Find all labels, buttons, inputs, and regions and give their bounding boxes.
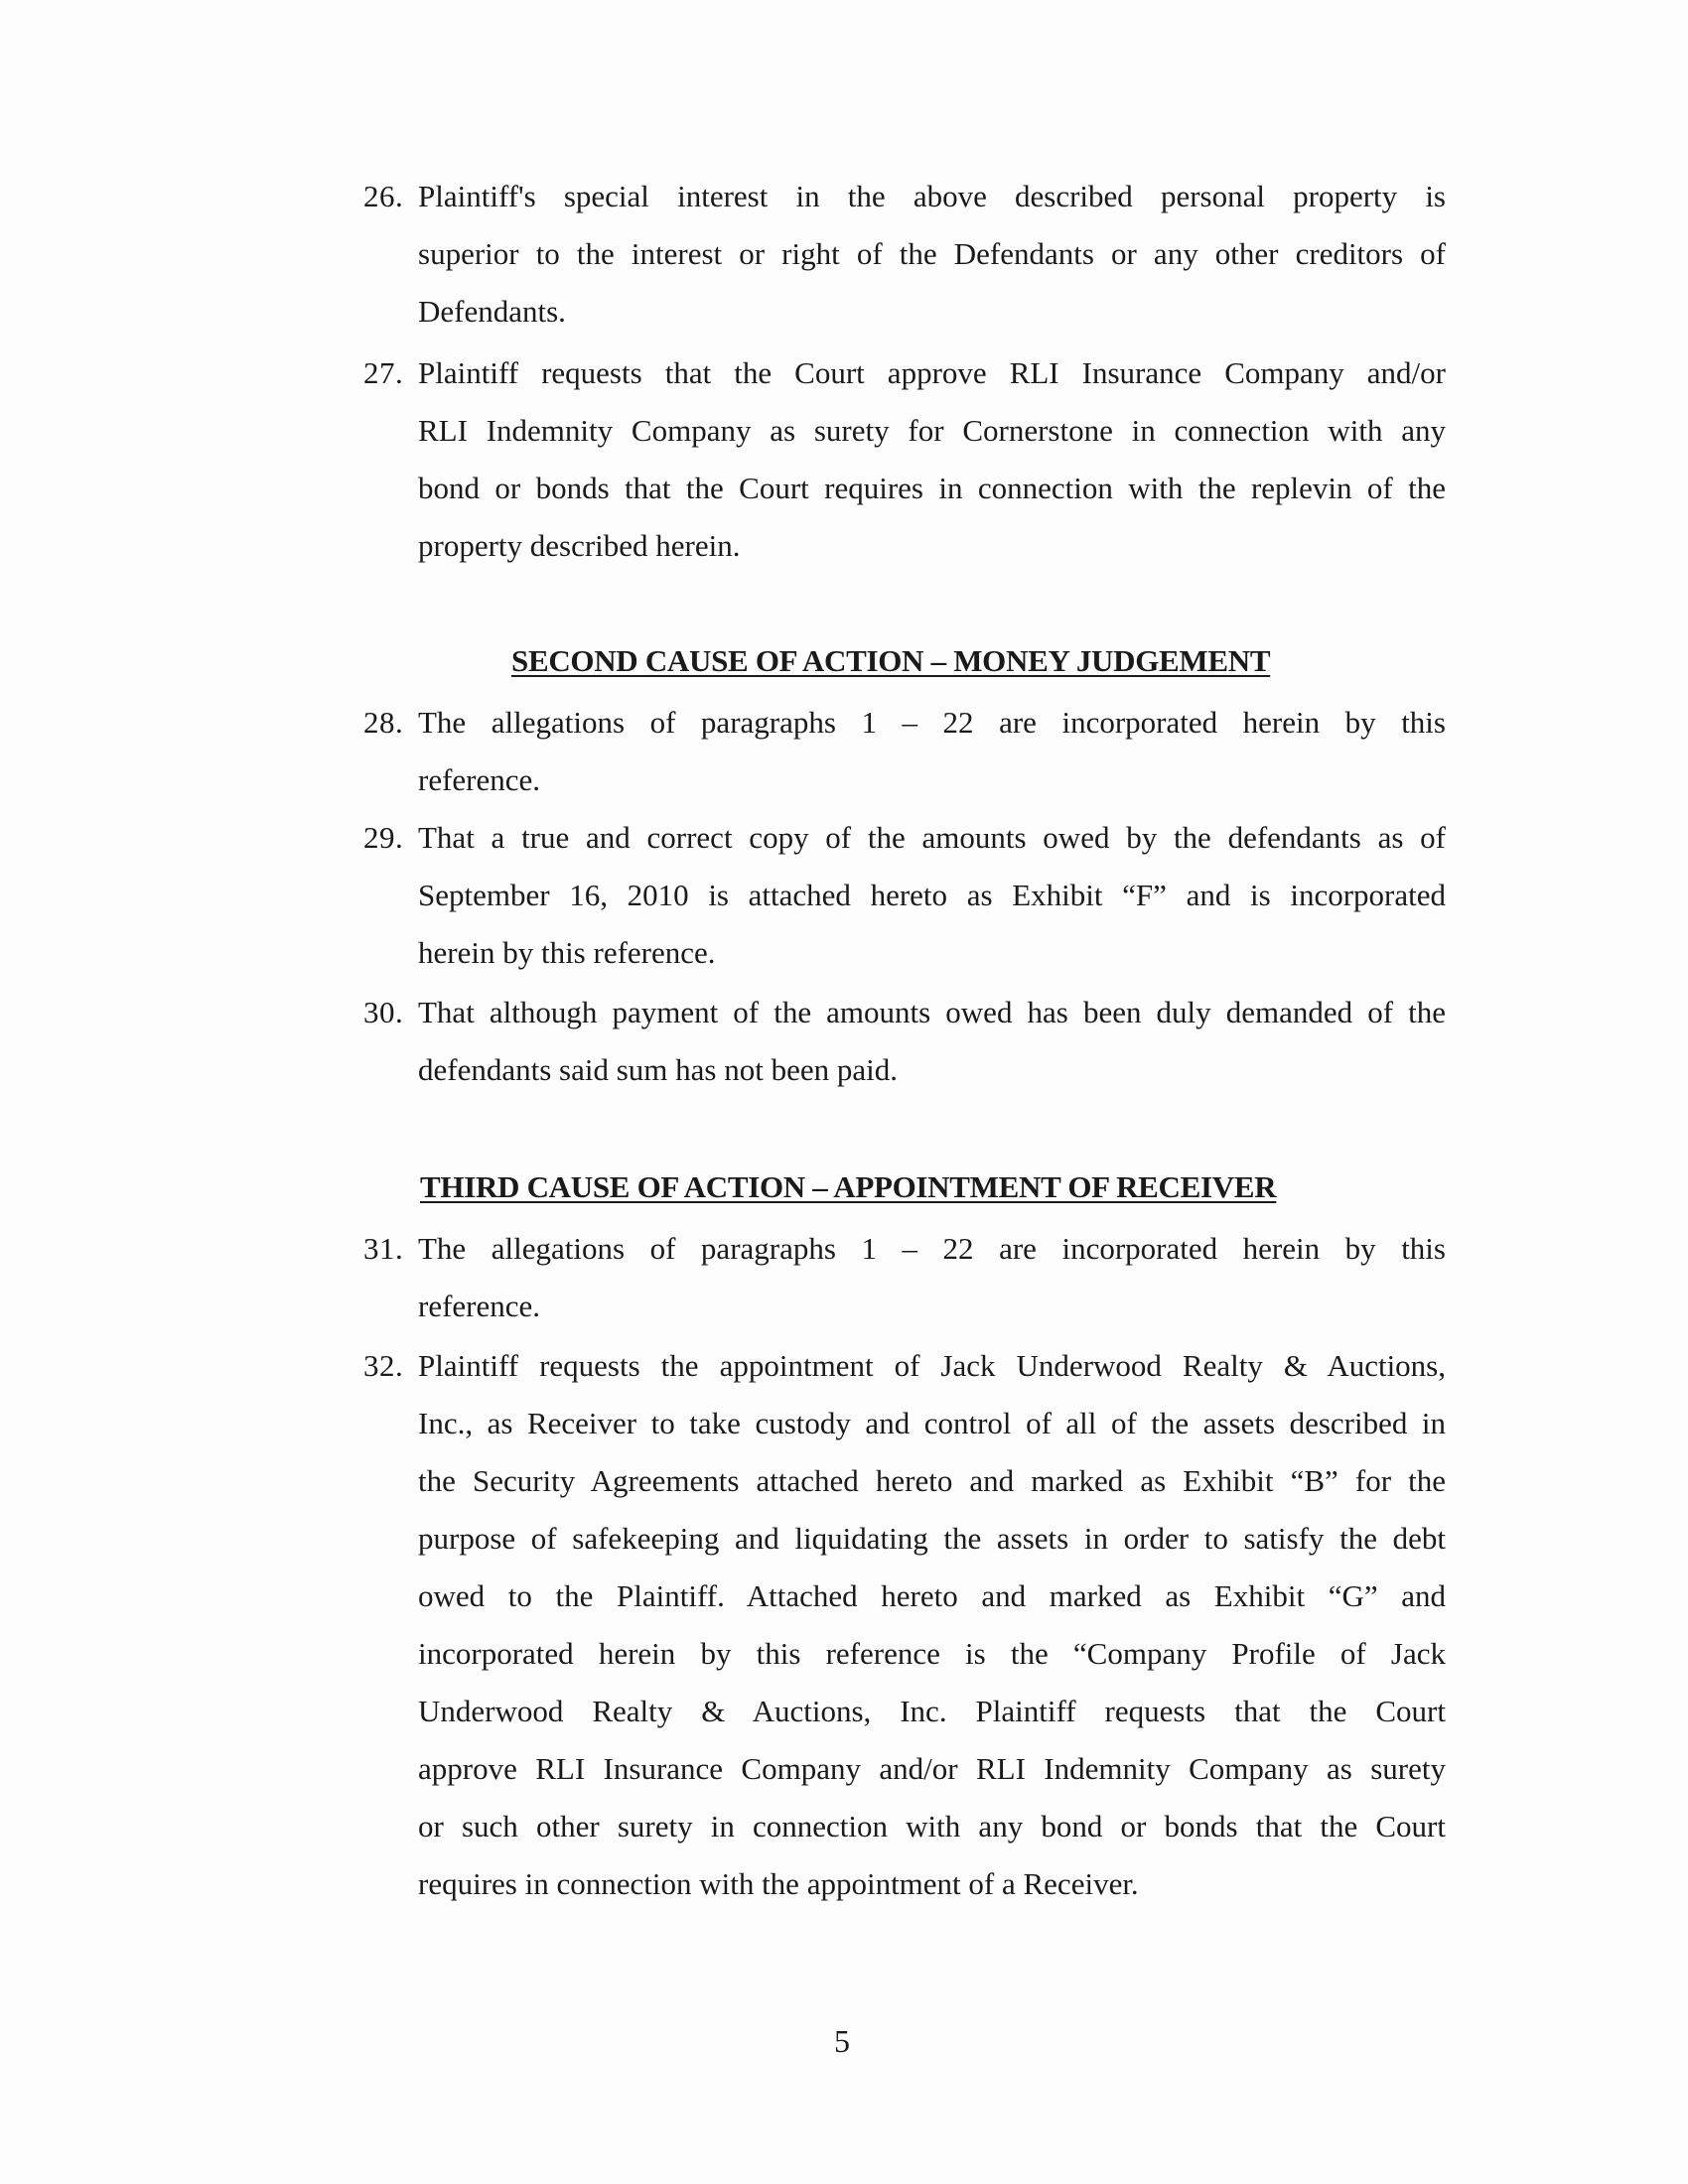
paragraph-line: That although payment of the amounts owed has been duly demanded of the	[418, 995, 1446, 1029]
paragraph-line: incorporated herein by this reference is the “Company Profile of Jack	[418, 1636, 1446, 1671]
paragraph-number: 30.	[363, 995, 404, 1029]
paragraph-number: 31.	[363, 1231, 404, 1266]
paragraph-line: The allegations of paragraphs 1 – 22 are incorporated herein by this	[418, 705, 1446, 740]
paragraph-line: purpose of safekeeping and liquidating the assets in order to satisfy the debt	[418, 1521, 1446, 1556]
paragraph-line: Inc., as Receiver to take custody and control of all of the assets described in	[418, 1406, 1446, 1440]
paragraph-line: Plaintiff's special interest in the above described personal property is	[418, 179, 1446, 213]
paragraph-number: 27.	[363, 355, 404, 390]
paragraph-line: or such other surety in connection with any bond or bonds that the Court	[418, 1809, 1446, 1843]
paragraph-line: the Security Agreements attached hereto and marked as Exhibit “B” for the	[418, 1463, 1446, 1498]
paragraph-line: requires in connection with the appointment of a Receiver.	[418, 1866, 1139, 1901]
paragraph-line: reference.	[418, 1289, 541, 1323]
paragraph-line: Plaintiff requests that the Court approve RLI Insurance Company and/or	[418, 355, 1446, 390]
paragraph-line: That a true and correct copy of the amounts owed by the defendants as of	[418, 820, 1446, 855]
paragraph-line: superior to the interest or right of the Defendants or any other creditors of	[418, 236, 1446, 271]
paragraph-line: The allegations of paragraphs 1 – 22 are incorporated herein by this	[418, 1231, 1446, 1266]
section-heading-appointment-of-receiver: THIRD CAUSE OF ACTION – APPOINTMENT OF RECEIVER	[420, 1169, 1277, 1204]
paragraph-number: 32.	[363, 1348, 404, 1383]
paragraph-line: Plaintiff requests the appointment of Jack Underwood Realty & Auctions,	[418, 1348, 1446, 1383]
paragraph-number: 26.	[363, 179, 404, 213]
paragraph-line: approve RLI Insurance Company and/or RLI Indemnity Company as surety	[418, 1751, 1446, 1786]
paragraph-line: property described herein.	[418, 528, 741, 563]
paragraph-line: defendants said sum has not been paid.	[418, 1052, 898, 1087]
paragraph-number: 28.	[363, 705, 404, 740]
paragraph-line: owed to the Plaintiff. Attached hereto and marked as Exhibit “G” and	[418, 1578, 1446, 1613]
paragraph-line: RLI Indemnity Company as surety for Cornerstone in connection with any	[418, 413, 1446, 448]
section-heading-money-judgement: SECOND CAUSE OF ACTION – MONEY JUDGEMENT	[511, 643, 1271, 678]
paragraph-line: herein by this reference.	[418, 935, 716, 970]
paragraph-line: Defendants.	[418, 294, 566, 329]
paragraph-line: September 16, 2010 is attached hereto as Exhibit “F” and is incorporated	[418, 878, 1446, 912]
page-number: 5	[834, 2023, 850, 2059]
paragraph-line: reference.	[418, 762, 541, 797]
paragraph-number: 29.	[363, 820, 404, 855]
paragraph-line: bond or bonds that the Court requires in connection with the replevin of the	[418, 471, 1446, 505]
paragraph-line: Underwood Realty & Auctions, Inc. Plaintiff requests that the Court	[418, 1694, 1446, 1728]
